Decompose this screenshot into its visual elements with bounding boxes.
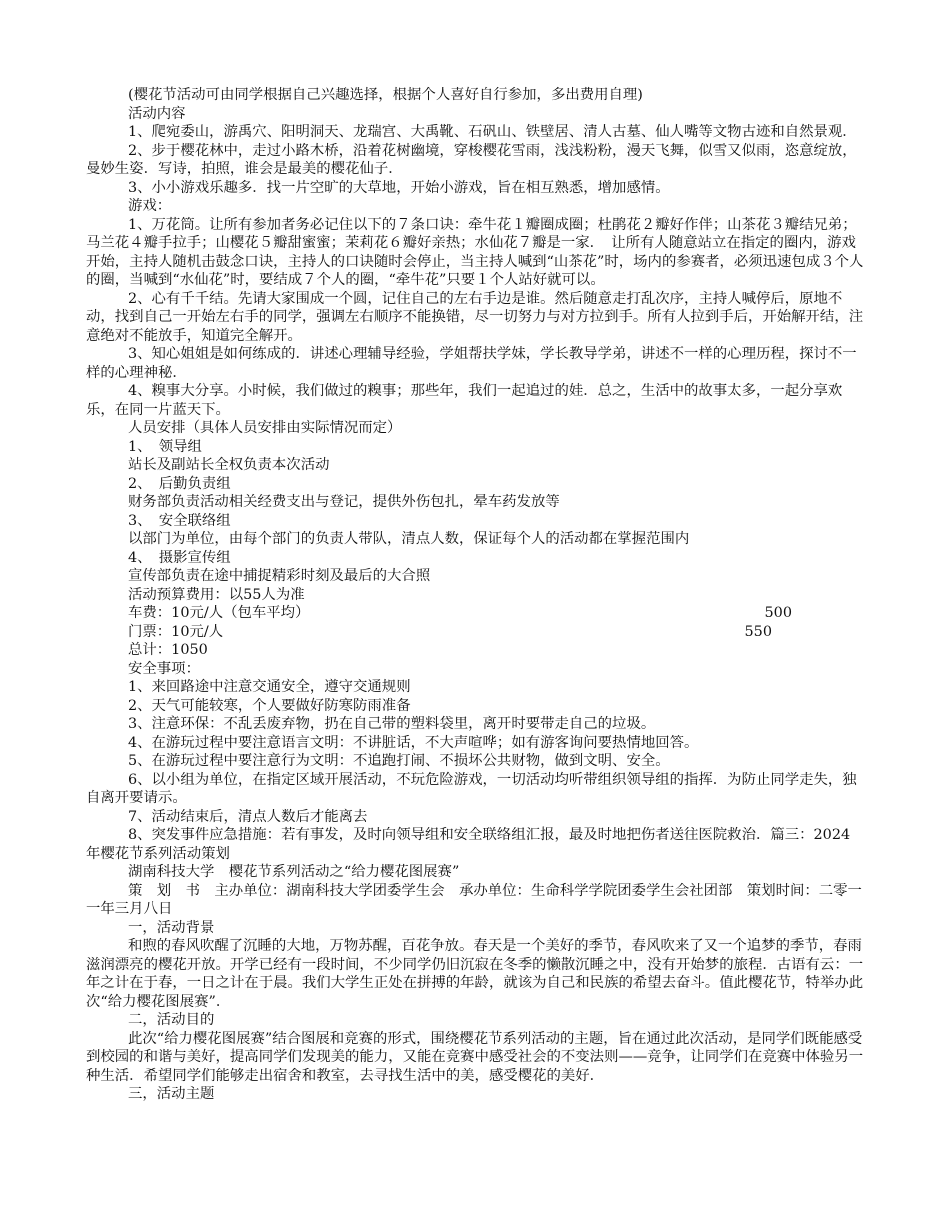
paragraph: 2、天气可能较寒，个人要做好防寒防雨准备 (128, 697, 411, 714)
document-body-part2 (86, 641, 864, 1104)
cost-amount: 500 (764, 605, 792, 621)
paragraph: 3、知心姐姐是如何练成的．讲述心理辅导经验，学姐帮扶学妹，学长教导学弟，讲述不一样的心理历程，探讨不一样的心理神秘． (86, 346, 857, 381)
paragraph: 站长及副站长全权负责本次活动 (128, 457, 330, 473)
paragraph: 2、 后勤负责组 (128, 475, 231, 492)
paragraph: 以部门为单位，由每个部门的负责人带队，清点人数，保证每个人的活动都在掌握范围内 (128, 531, 690, 547)
paragraph: 宣传部负责在途中捕捉精彩时刻及最后的大合照 (128, 568, 431, 584)
paragraph: 4、糗事大分享。小时候，我们做过的糗事；那些年，我们一起追过的娃．总之，生活中的故事太多，一起分享欢乐，在同一片蓝天下。 (86, 383, 843, 418)
paragraph: 2、心有千千结。先请大家围成一个圆，记住自己的左右手边是谁。然后随意走打乱次序，主持人喊停后，原地不动，找到自己一开始左右手的同学，强调左右顺序不能换错，尽一切努力与对方拉到手。所有人拉到手后，开始解开结，注意绝对不能放手，知道完全解开。 (86, 290, 864, 344)
paragraph: 策 划 书 主办单位：湖南科技大学团委学生会 承办单位：生命科学学院团委学生会社团部 策划时间：二零一一年三月八日 (86, 882, 862, 917)
paragraph: 3、 安全联络组 (128, 512, 231, 529)
paragraph: 4、 摄影宣传组 (128, 549, 231, 566)
paragraph: 1、爬宛委山，游禹穴、阳明洞天、龙瑞宫、大禹靴、石矾山、铁壁居、清人古墓、仙人嘴等文物古迹和自然景观． (128, 124, 857, 140)
paragraph: 活动预算费用：以55人为准 (128, 586, 305, 603)
paragraph: 财务部负责活动相关经费支出与登记，提供外伤包扎，晕车药发放等 (128, 494, 560, 510)
cost-row (86, 604, 864, 623)
paragraph: (樱花节活动可由同学根据自己兴趣选择，根据个人喜好自行参加，多出费用自理) (128, 87, 643, 103)
paragraph: 总计：1050 (128, 642, 208, 658)
cost-label: 门票：10元/人 (128, 623, 224, 640)
paragraph: 安全事项： (128, 660, 200, 677)
paragraph: 1、 领导组 (128, 438, 202, 455)
paragraph: 5、在游玩过程中要注意行为文明：不追跑打闹、不损坏公共财物，做到文明、安全。 (128, 753, 670, 769)
paragraph: 二，活动目的 (128, 1012, 215, 1028)
paragraph: 和煦的春风吹醒了沉睡的大地，万物苏醒，百花争放。春天是一个美好的季节，春风吹来了又一个追梦的季节，春雨滋润漂亮的樱花开放。开学已经有一段时间，不少同学仍旧沉寂在冬季的懒散沉睡之中，没有开始梦的旅程．古语有云：一年之计在于春，一日之计在于晨。我们大学生正处在拼搏的年龄，就该为自己和民族的希望去奋斗。值此樱花节，特举办此次“给力樱花图展赛”． (86, 938, 864, 1010)
paragraph: 1、万花筒。让所有参加者务必记住以下的７条口诀：牵牛花１瓣圈成圈；杜鹃花２瓣好作伴；山茶花３瓣结兄弟；马兰花４瓣手拉手；山樱花５瓣甜蜜蜜；茉莉花６瓣好亲热；水仙花７瓣是一家． 让所有人随意站立在指定的圈内，游戏开始，主持人随机击鼓念口诀，主持人的口诀随时会停止，当主持人喊到“山茶花”时，场内的参赛者，必须迅速包成３个人的圈，当喊到“水仙花”时，要结成７个人的圈，“牵牛花”只要１个人站好就可以。 (86, 216, 864, 288)
paragraph: 三，活动主题 (128, 1086, 215, 1102)
cost-label: 车费：10元/人（包车平均） (128, 605, 310, 621)
paragraph: 一，活动背景 (128, 919, 215, 936)
paragraph: 6、以小组为单位，在指定区域开展活动，不玩危险游戏，一切活动均听带组织领导组的指挥．为防止同学走失，独自离开要请示。 (86, 771, 857, 806)
paragraph: 3、注意环保：不乱丢废弃物，扔在自己带的塑料袋里，离开时要带走自己的垃圾。 (128, 716, 656, 732)
paragraph: 7、活动结束后，清点人数后才能离去 (128, 808, 368, 825)
paragraph: 3、小小游戏乐趣多．找一片空旷的大草地，开始小游戏，旨在相互熟悉，增加感情。 (128, 179, 670, 196)
paragraph: 游戏： (128, 198, 172, 214)
paragraph: 此次“给力樱花图展赛”结合图展和竞赛的形式，围绕樱花节系列活动的主题，旨在通过此次活动，是同学们既能感受到校园的和谐与美好，提高同学们发现美的能力，又能在竞赛中感受社会的不变法则——竞争，让同学们在竞赛中体验另一种生活．希望同学们能够走出宿舍和教室，去寻找生活中的美，感受樱花的美好． (86, 1030, 864, 1084)
paragraph: 湖南科技大学 樱花节系列活动之“给力樱花图展赛” (128, 864, 460, 880)
document-body-part1 (86, 86, 864, 604)
paragraph: 8、突发事件应急措施：若有事发，及时向领导组和安全联络组汇报，最及时地把伤者送往医院救治．篇三：2024年樱花节系列活动策划 (86, 827, 851, 862)
budget-cost-rows (86, 604, 864, 641)
cost-row (86, 623, 864, 642)
cost-amount: 550 (744, 623, 772, 640)
paragraph: 活动内容 (128, 105, 186, 122)
paragraph: 2、步于樱花林中，走过小路木桥，沿着花树幽境，穿梭樱花雪雨，浅浅粉粉，漫天飞舞，似雪又似雨，恣意绽放，曼妙生姿．写诗，拍照，谁会是最美的樱花仙子． (86, 142, 857, 177)
paragraph: 人员安排（具体人员安排由实际情况而定） (128, 420, 402, 436)
paragraph: 4、在游玩过程中要注意语言文明：不讲脏话，不大声喧哗；如有游客询问要热情地回答。 (128, 734, 699, 751)
paragraph: 1、来回路途中注意交通安全，遵守交通规则 (128, 679, 411, 695)
